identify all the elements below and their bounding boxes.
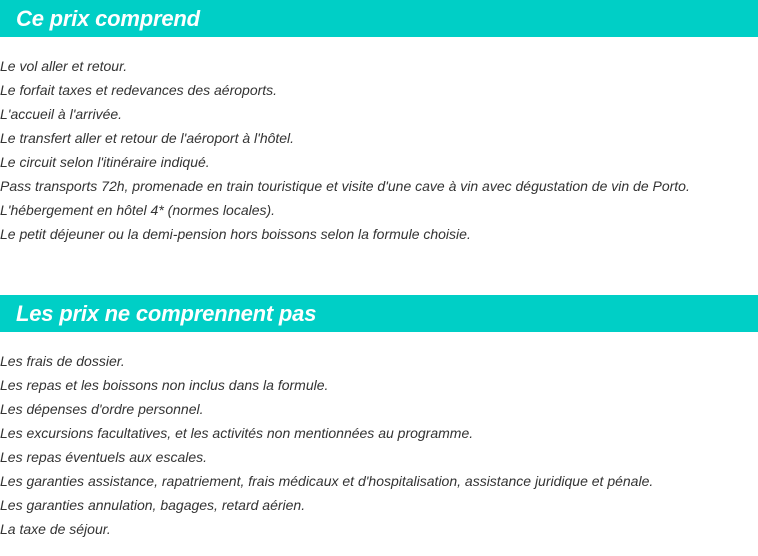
excluded-section-header (0, 295, 758, 332)
excluded-item: Les garanties assistance, rapatriement, frais médicaux et d'hospitalisation, assistance juridique et pénale. (0, 473, 654, 489)
included-section-header (0, 0, 758, 37)
included-item: L'hébergement en hôtel 4* (normes locales). (0, 202, 276, 218)
included-item: Pass transports 72h, promenade en train touristique et visite d'une cave à vin avec dégustation de vin de Porto. (0, 178, 690, 194)
included-item: Le petit déjeuner ou la demi-pension hors boissons selon la formule choisie. (0, 226, 471, 242)
excluded-item: Les frais de dossier. (0, 353, 125, 369)
excluded-section-title: Les prix ne comprennent pas (16, 301, 317, 326)
excluded-item: Les dépenses d'ordre personnel. (0, 401, 204, 417)
excluded-item: Les excursions facultatives, et les activités non mentionnées au programme. (0, 425, 474, 441)
included-section-title: Ce prix comprend (16, 6, 200, 31)
included-item: L'accueil à l'arrivée. (0, 106, 123, 122)
excluded-items-list (0, 349, 653, 541)
included-items-list (0, 54, 690, 246)
included-item: Le transfert aller et retour de l'aéroport à l'hôtel. (0, 130, 295, 146)
excluded-item: La taxe de séjour. (0, 521, 111, 537)
excluded-item: Les repas et les boissons non inclus dans la formule. (0, 377, 329, 393)
included-item: Le vol aller et retour. (0, 58, 128, 74)
excluded-item: Les garanties annulation, bagages, retard aérien. (0, 497, 306, 513)
included-item: Le forfait taxes et redevances des aéroports. (0, 82, 278, 98)
included-item: Le circuit selon l'itinéraire indiqué. (0, 154, 210, 170)
excluded-item: Les repas éventuels aux escales. (0, 449, 208, 465)
